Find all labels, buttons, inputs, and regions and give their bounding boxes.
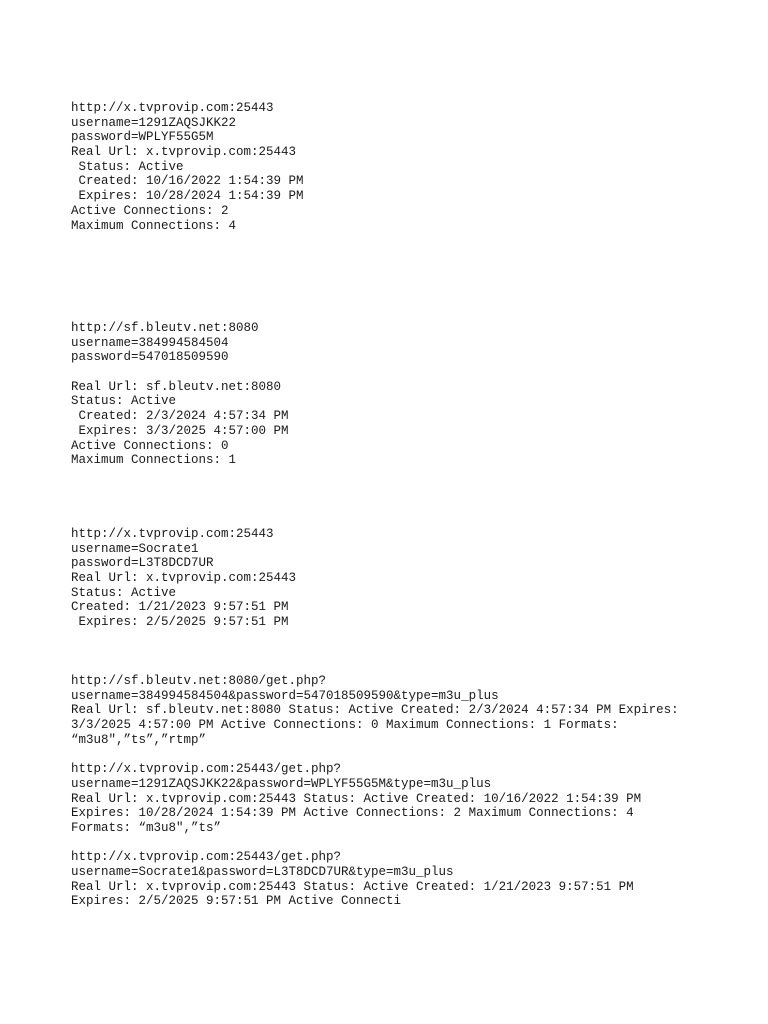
m3u-formats-line: Formats: “m3u8",”ts”	[71, 820, 222, 835]
created-line: Created: 1/21/2023 9:57:51 PM	[71, 600, 289, 615]
credentials-block-3	[71, 527, 711, 630]
blank-line	[71, 365, 711, 380]
real-url-line: Real Url: sf.bleutv.net:8080	[71, 379, 282, 394]
status-line: Status: Active	[71, 585, 177, 600]
expires-line: Expires: 2/5/2025 9:57:51 PM	[71, 615, 289, 630]
created-line: Created: 2/3/2024 4:57:34 PM	[71, 409, 289, 424]
blank-line	[71, 747, 711, 762]
m3u-formats-line: “m3u8",”ts”,”rtmp”	[71, 732, 207, 747]
active-connections-line: Active Connections: 2	[71, 203, 229, 218]
server-url: http://x.tvprovip.com:25443	[71, 527, 274, 541]
m3u-info-line: Expires: 2/5/2025 9:57:51 PM Active Connecti	[71, 894, 402, 909]
m3u-info-line: Real Url: sf.bleutv.net:8080 Status: Active Created: 2/3/2024 4:57:34 PM Expires:	[71, 703, 679, 718]
max-connections-line: Maximum Connections: 4	[71, 218, 237, 233]
username-line: username=Socrate1	[71, 541, 199, 556]
real-url-line: Real Url: x.tvprovip.com:25443	[71, 145, 297, 160]
m3u-info-line: Real Url: x.tvprovip.com:25443 Status: Active Created: 1/21/2023 9:57:51 PM	[71, 879, 634, 894]
server-url: http://x.tvprovip.com:25443	[71, 101, 274, 115]
m3u-info-line: Real Url: x.tvprovip.com:25443 Status: Active Created: 10/16/2022 1:54:39 PM	[71, 791, 642, 806]
m3u-query-line: username=1291ZAQSJKK22&password=WPLYF55G5M&type=m3u_plus	[71, 776, 492, 791]
expires-line: Expires: 3/3/2025 4:57:00 PM	[71, 423, 289, 438]
status-line: Status: Active	[71, 159, 184, 174]
username-line: username=1291ZAQSJKK22	[71, 115, 237, 130]
m3u-query-line: username=Socrate1&password=L3T8DCD7UR&type=m3u_plus	[71, 864, 454, 879]
password-line: password=547018509590	[71, 350, 229, 365]
m3u-info-line: 3/3/2025 4:57:00 PM Active Connections: 0 Maximum Connections: 1 Formats:	[71, 718, 619, 733]
expires-line: Expires: 10/28/2024 1:54:39 PM	[71, 189, 304, 204]
active-connections-line: Active Connections: 0	[71, 438, 229, 453]
created-line: Created: 10/16/2022 1:54:39 PM	[71, 174, 304, 189]
password-line: password=WPLYF55G5M	[71, 130, 214, 145]
max-connections-line: Maximum Connections: 1	[71, 453, 237, 468]
status-line: Status: Active	[71, 394, 177, 409]
m3u-info-line: Expires: 10/28/2024 1:54:39 PM Active Connections: 2 Maximum Connections: 4	[71, 806, 634, 821]
m3u-links-block	[71, 674, 711, 909]
m3u-url-line: http://x.tvprovip.com:25443/get.php?	[71, 850, 342, 865]
blank-line	[71, 836, 711, 851]
m3u-url-line: http://sf.bleutv.net:8080/get.php?	[71, 674, 327, 688]
m3u-query-line: username=384994584504&password=547018509590&type=m3u_plus	[71, 688, 499, 703]
credentials-block-2	[71, 321, 711, 468]
password-line: password=L3T8DCD7UR	[71, 556, 214, 571]
credentials-block-1	[71, 101, 711, 233]
server-url: http://sf.bleutv.net:8080	[71, 321, 259, 335]
m3u-url-line: http://x.tvprovip.com:25443/get.php?	[71, 762, 342, 777]
real-url-line: Real Url: x.tvprovip.com:25443	[71, 571, 297, 586]
username-line: username=384994584504	[71, 335, 229, 350]
